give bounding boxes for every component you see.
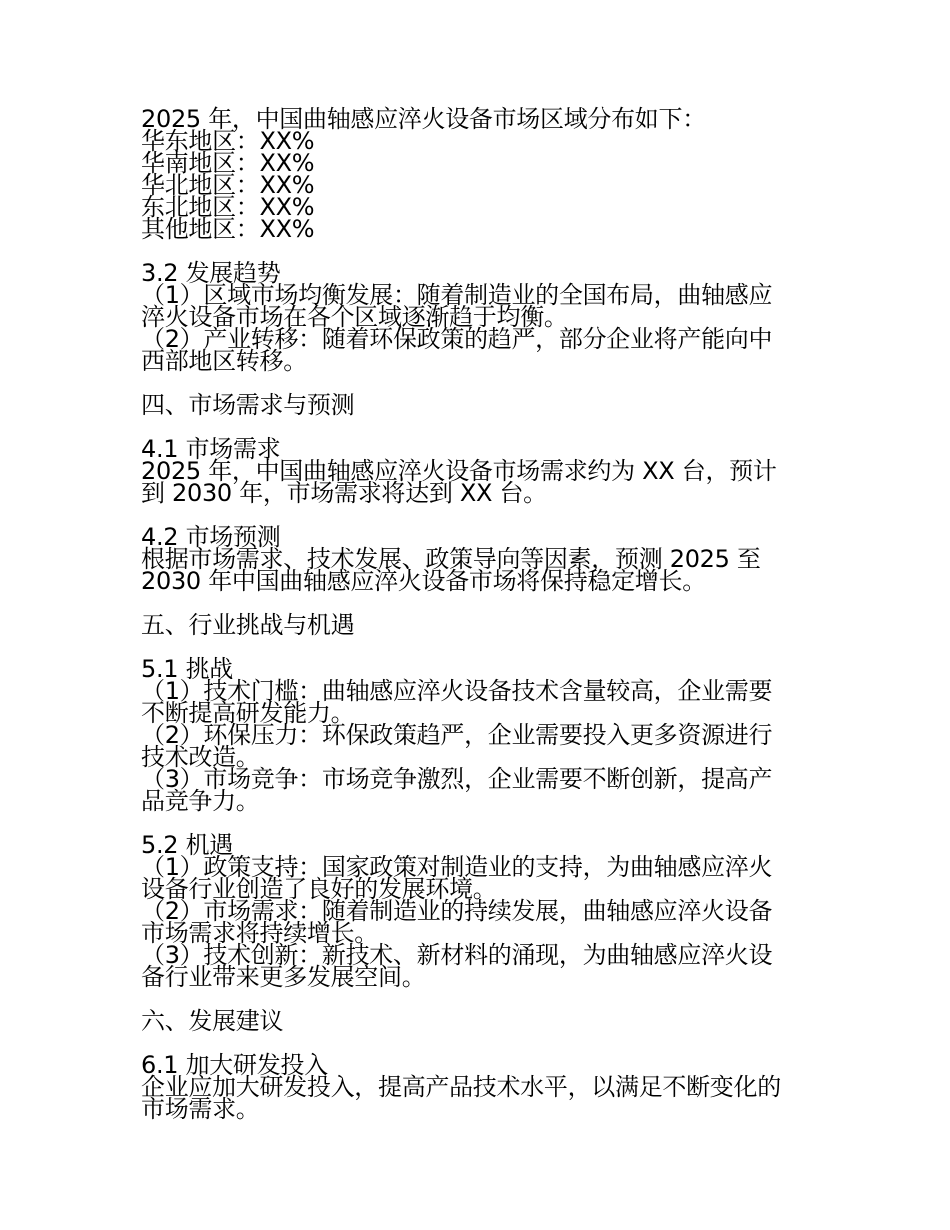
intro-paragraph: 2025 年，中国曲轴感应淬火设备市场区域分布如下： bbox=[141, 105, 706, 133]
paragraph-line: 市场需求将持续增长。 bbox=[141, 919, 378, 947]
paragraph-line: （1）技术门槛：曲轴感应淬火设备技术含量较高，企业需要 bbox=[141, 677, 773, 705]
paragraph-line: （2）环保压力：环保政策趋严，企业需要投入更多资源进行 bbox=[141, 721, 773, 749]
paragraph-line: 技术改造。 bbox=[141, 743, 260, 771]
paragraph-line: 设备行业创造了良好的发展环境。 bbox=[141, 875, 497, 903]
region-item: 其他地区：XX% bbox=[141, 215, 315, 243]
region-item: 东北地区：XX% bbox=[141, 193, 315, 221]
paragraph-line: 不断提高研发能力。 bbox=[141, 699, 355, 727]
region-item: 华南地区：XX% bbox=[141, 149, 315, 177]
paragraph-line: （1）区域市场均衡发展：随着制造业的全国布局，曲轴感应 bbox=[141, 281, 773, 309]
paragraph-line: 市场需求。 bbox=[141, 1095, 260, 1123]
paragraph-line: 淬火设备市场在各个区域逐渐趋于均衡。 bbox=[141, 303, 568, 331]
section-heading-3-2: 3.2 发展趋势 bbox=[141, 259, 281, 287]
paragraph-line: 企业应加大研发投入，提高产品技术水平，以满足不断变化的 bbox=[141, 1073, 781, 1101]
section-heading-5-1: 5.1 挑战 bbox=[141, 655, 233, 683]
section-heading-6-1: 6.1 加大研发投入 bbox=[141, 1051, 328, 1079]
paragraph-line: 2030 年中国曲轴感应淬火设备市场将保持稳定增长。 bbox=[141, 567, 706, 595]
paragraph-line: 2025 年，中国曲轴感应淬火设备市场需求约为 XX 台，预计 bbox=[141, 457, 777, 485]
chapter-heading-5: 五、行业挑战与机遇 bbox=[141, 611, 355, 639]
paragraph-line: 到 2030 年，市场需求将达到 XX 台。 bbox=[141, 479, 547, 507]
paragraph-line: （2）产业转移：随着环保政策的趋严，部分企业将产能向中 bbox=[141, 325, 773, 353]
paragraph-line: （1）政策支持：国家政策对制造业的支持，为曲轴感应淬火 bbox=[141, 853, 773, 881]
paragraph-line: （3）技术创新：新技术、新材料的涌现，为曲轴感应淬火设 bbox=[141, 941, 773, 969]
document-page bbox=[141, 105, 821, 1123]
paragraph-line: （3）市场竞争：市场竞争激烈，企业需要不断创新，提高产 bbox=[141, 765, 773, 793]
paragraph-line: 根据市场需求、技术发展、政策导向等因素，预测 2025 至 bbox=[141, 545, 761, 573]
paragraph-line: 备行业带来更多发展空间。 bbox=[141, 963, 426, 991]
section-heading-4-2: 4.2 市场预测 bbox=[141, 523, 281, 551]
region-item: 华东地区：XX% bbox=[141, 127, 315, 155]
paragraph-line: 西部地区转移。 bbox=[141, 347, 307, 375]
section-heading-5-2: 5.2 机遇 bbox=[141, 831, 233, 859]
chapter-heading-4: 四、市场需求与预测 bbox=[141, 391, 355, 419]
paragraph-line: （2）市场需求：随着制造业的持续发展，曲轴感应淬火设备 bbox=[141, 897, 773, 925]
chapter-heading-6: 六、发展建议 bbox=[141, 1007, 284, 1035]
section-heading-4-1: 4.1 市场需求 bbox=[141, 435, 281, 463]
region-item: 华北地区：XX% bbox=[141, 171, 315, 199]
paragraph-line: 品竞争力。 bbox=[141, 787, 260, 815]
